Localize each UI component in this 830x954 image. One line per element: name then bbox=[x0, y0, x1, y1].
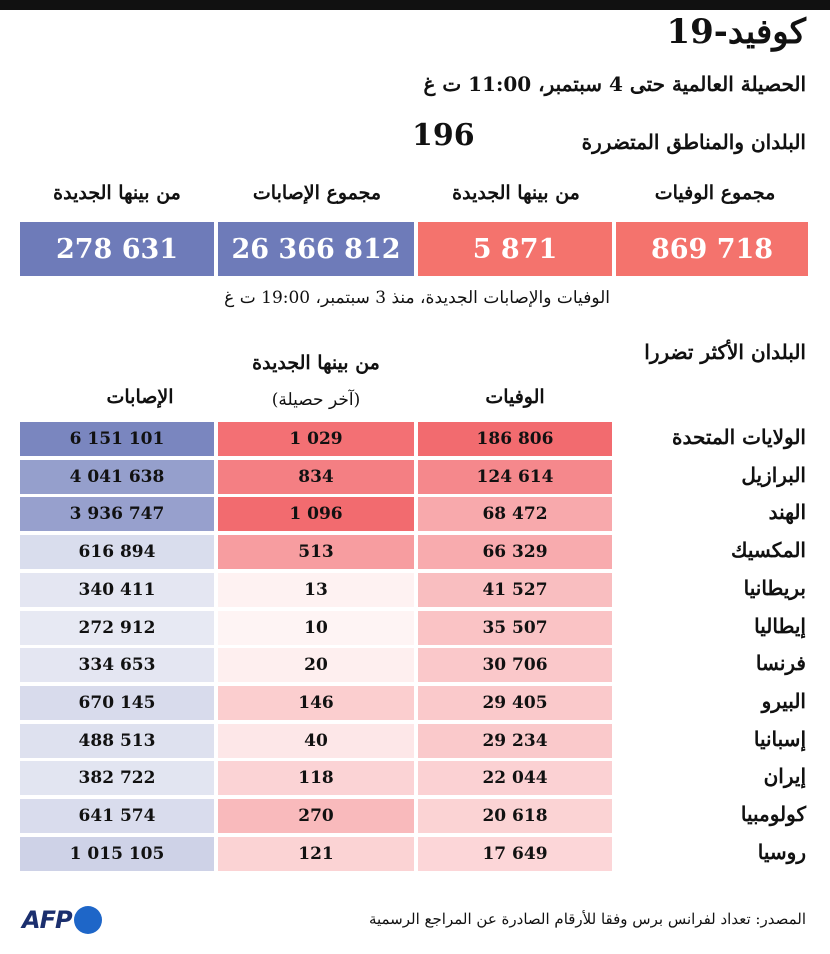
summary-total-cases: 26 366 812 bbox=[218, 222, 414, 276]
countries-label: البلدان والمناطق المتضررة bbox=[581, 130, 806, 154]
deaths-cell: 66 329 bbox=[418, 535, 612, 569]
summary-new-cases: 278 631 bbox=[20, 222, 214, 276]
country-label: البيرو bbox=[761, 688, 806, 713]
country-label: المكسيك bbox=[731, 538, 806, 563]
cases-cell: 3 936 747 bbox=[20, 497, 214, 531]
deaths-cell: 20 618 bbox=[418, 799, 612, 833]
cases-cell: 488 513 bbox=[20, 724, 214, 758]
new-deaths-cell: 834 bbox=[218, 460, 414, 494]
country-label: فرنسا bbox=[755, 651, 806, 676]
cases-cell: 616 894 bbox=[20, 535, 214, 569]
new-deaths-cell: 118 bbox=[218, 761, 414, 795]
column-header-new-sub: (آخر حصيلة) bbox=[271, 390, 361, 410]
top-bar bbox=[0, 0, 830, 10]
cases-cell: 272 912 bbox=[20, 611, 214, 645]
cases-cell: 670 145 bbox=[20, 686, 214, 720]
deaths-cell: 29 405 bbox=[418, 686, 612, 720]
summary-total-deaths: 869 718 bbox=[616, 222, 808, 276]
summary-note: الوفيات والإصابات الجديدة، منذ 3 سبتمبر، 19:00 ت غ bbox=[224, 288, 610, 308]
summary-header-new-cases: من بينها الجديدة bbox=[53, 182, 181, 204]
country-label: بريطانيا bbox=[743, 575, 806, 600]
country-label: روسيا bbox=[757, 839, 806, 864]
new-deaths-cell: 1 096 bbox=[218, 497, 414, 531]
afp-logo bbox=[22, 906, 102, 934]
cases-cell: 641 574 bbox=[20, 799, 214, 833]
column-header-cases: الإصابات bbox=[106, 386, 174, 408]
deaths-cell: 17 649 bbox=[418, 837, 612, 871]
new-deaths-cell: 513 bbox=[218, 535, 414, 569]
country-label: الهند bbox=[768, 500, 806, 525]
summary-header-total-cases: مجموع الإصابات bbox=[252, 182, 382, 204]
new-deaths-cell: 10 bbox=[218, 611, 414, 645]
new-deaths-cell: 146 bbox=[218, 686, 414, 720]
country-label: الولايات المتحدة bbox=[672, 425, 806, 449]
cases-cell: 1 015 105 bbox=[20, 837, 214, 871]
deaths-cell: 68 472 bbox=[418, 497, 612, 531]
deaths-cell: 29 234 bbox=[418, 724, 612, 758]
countries-value: 196 bbox=[412, 118, 475, 153]
cases-cell: 6 151 101 bbox=[20, 422, 214, 456]
cases-cell: 340 411 bbox=[20, 573, 214, 607]
deaths-cell: 41 527 bbox=[418, 573, 612, 607]
country-label: إيطاليا bbox=[754, 613, 806, 638]
new-deaths-cell: 270 bbox=[218, 799, 414, 833]
afp-logo-text: AFP bbox=[22, 906, 72, 934]
summary-new-deaths: 5 871 bbox=[418, 222, 612, 276]
deaths-cell: 124 614 bbox=[418, 460, 612, 494]
country-label: البرازيل bbox=[741, 462, 806, 487]
source-note: المصدر: تعداد لفرانس برس وفقا للأرقام الصادرة عن المراجع الرسمية bbox=[368, 910, 806, 928]
table-title: البلدان الأكثر تضررا bbox=[644, 340, 806, 364]
country-label: كولومبيا bbox=[740, 802, 806, 826]
column-header-new: من بينها الجديدة bbox=[252, 352, 380, 374]
page-title: كوفيد-19 bbox=[666, 12, 806, 52]
summary-header-new-deaths: من بينها الجديدة bbox=[452, 182, 580, 204]
cases-cell: 4 041 638 bbox=[20, 460, 214, 494]
new-deaths-cell: 1 029 bbox=[218, 422, 414, 456]
deaths-cell: 22 044 bbox=[418, 761, 612, 795]
new-deaths-cell: 13 bbox=[218, 573, 414, 607]
cases-cell: 382 722 bbox=[20, 761, 214, 795]
country-label: إيران bbox=[763, 764, 806, 789]
summary-header-total-deaths: مجموع الوفيات bbox=[654, 182, 776, 204]
new-deaths-cell: 121 bbox=[218, 837, 414, 871]
new-deaths-cell: 20 bbox=[218, 648, 414, 682]
column-header-deaths: الوفيات bbox=[485, 386, 545, 408]
new-deaths-cell: 40 bbox=[218, 724, 414, 758]
country-label: إسبانيا bbox=[753, 726, 806, 751]
deaths-cell: 186 806 bbox=[418, 422, 612, 456]
page-subtitle: الحصيلة العالمية حتى 4 سبتمبر، 11:00 ت غ bbox=[423, 72, 806, 96]
afp-logo-dot-icon bbox=[74, 906, 102, 934]
deaths-cell: 30 706 bbox=[418, 648, 612, 682]
cases-cell: 334 653 bbox=[20, 648, 214, 682]
deaths-cell: 35 507 bbox=[418, 611, 612, 645]
